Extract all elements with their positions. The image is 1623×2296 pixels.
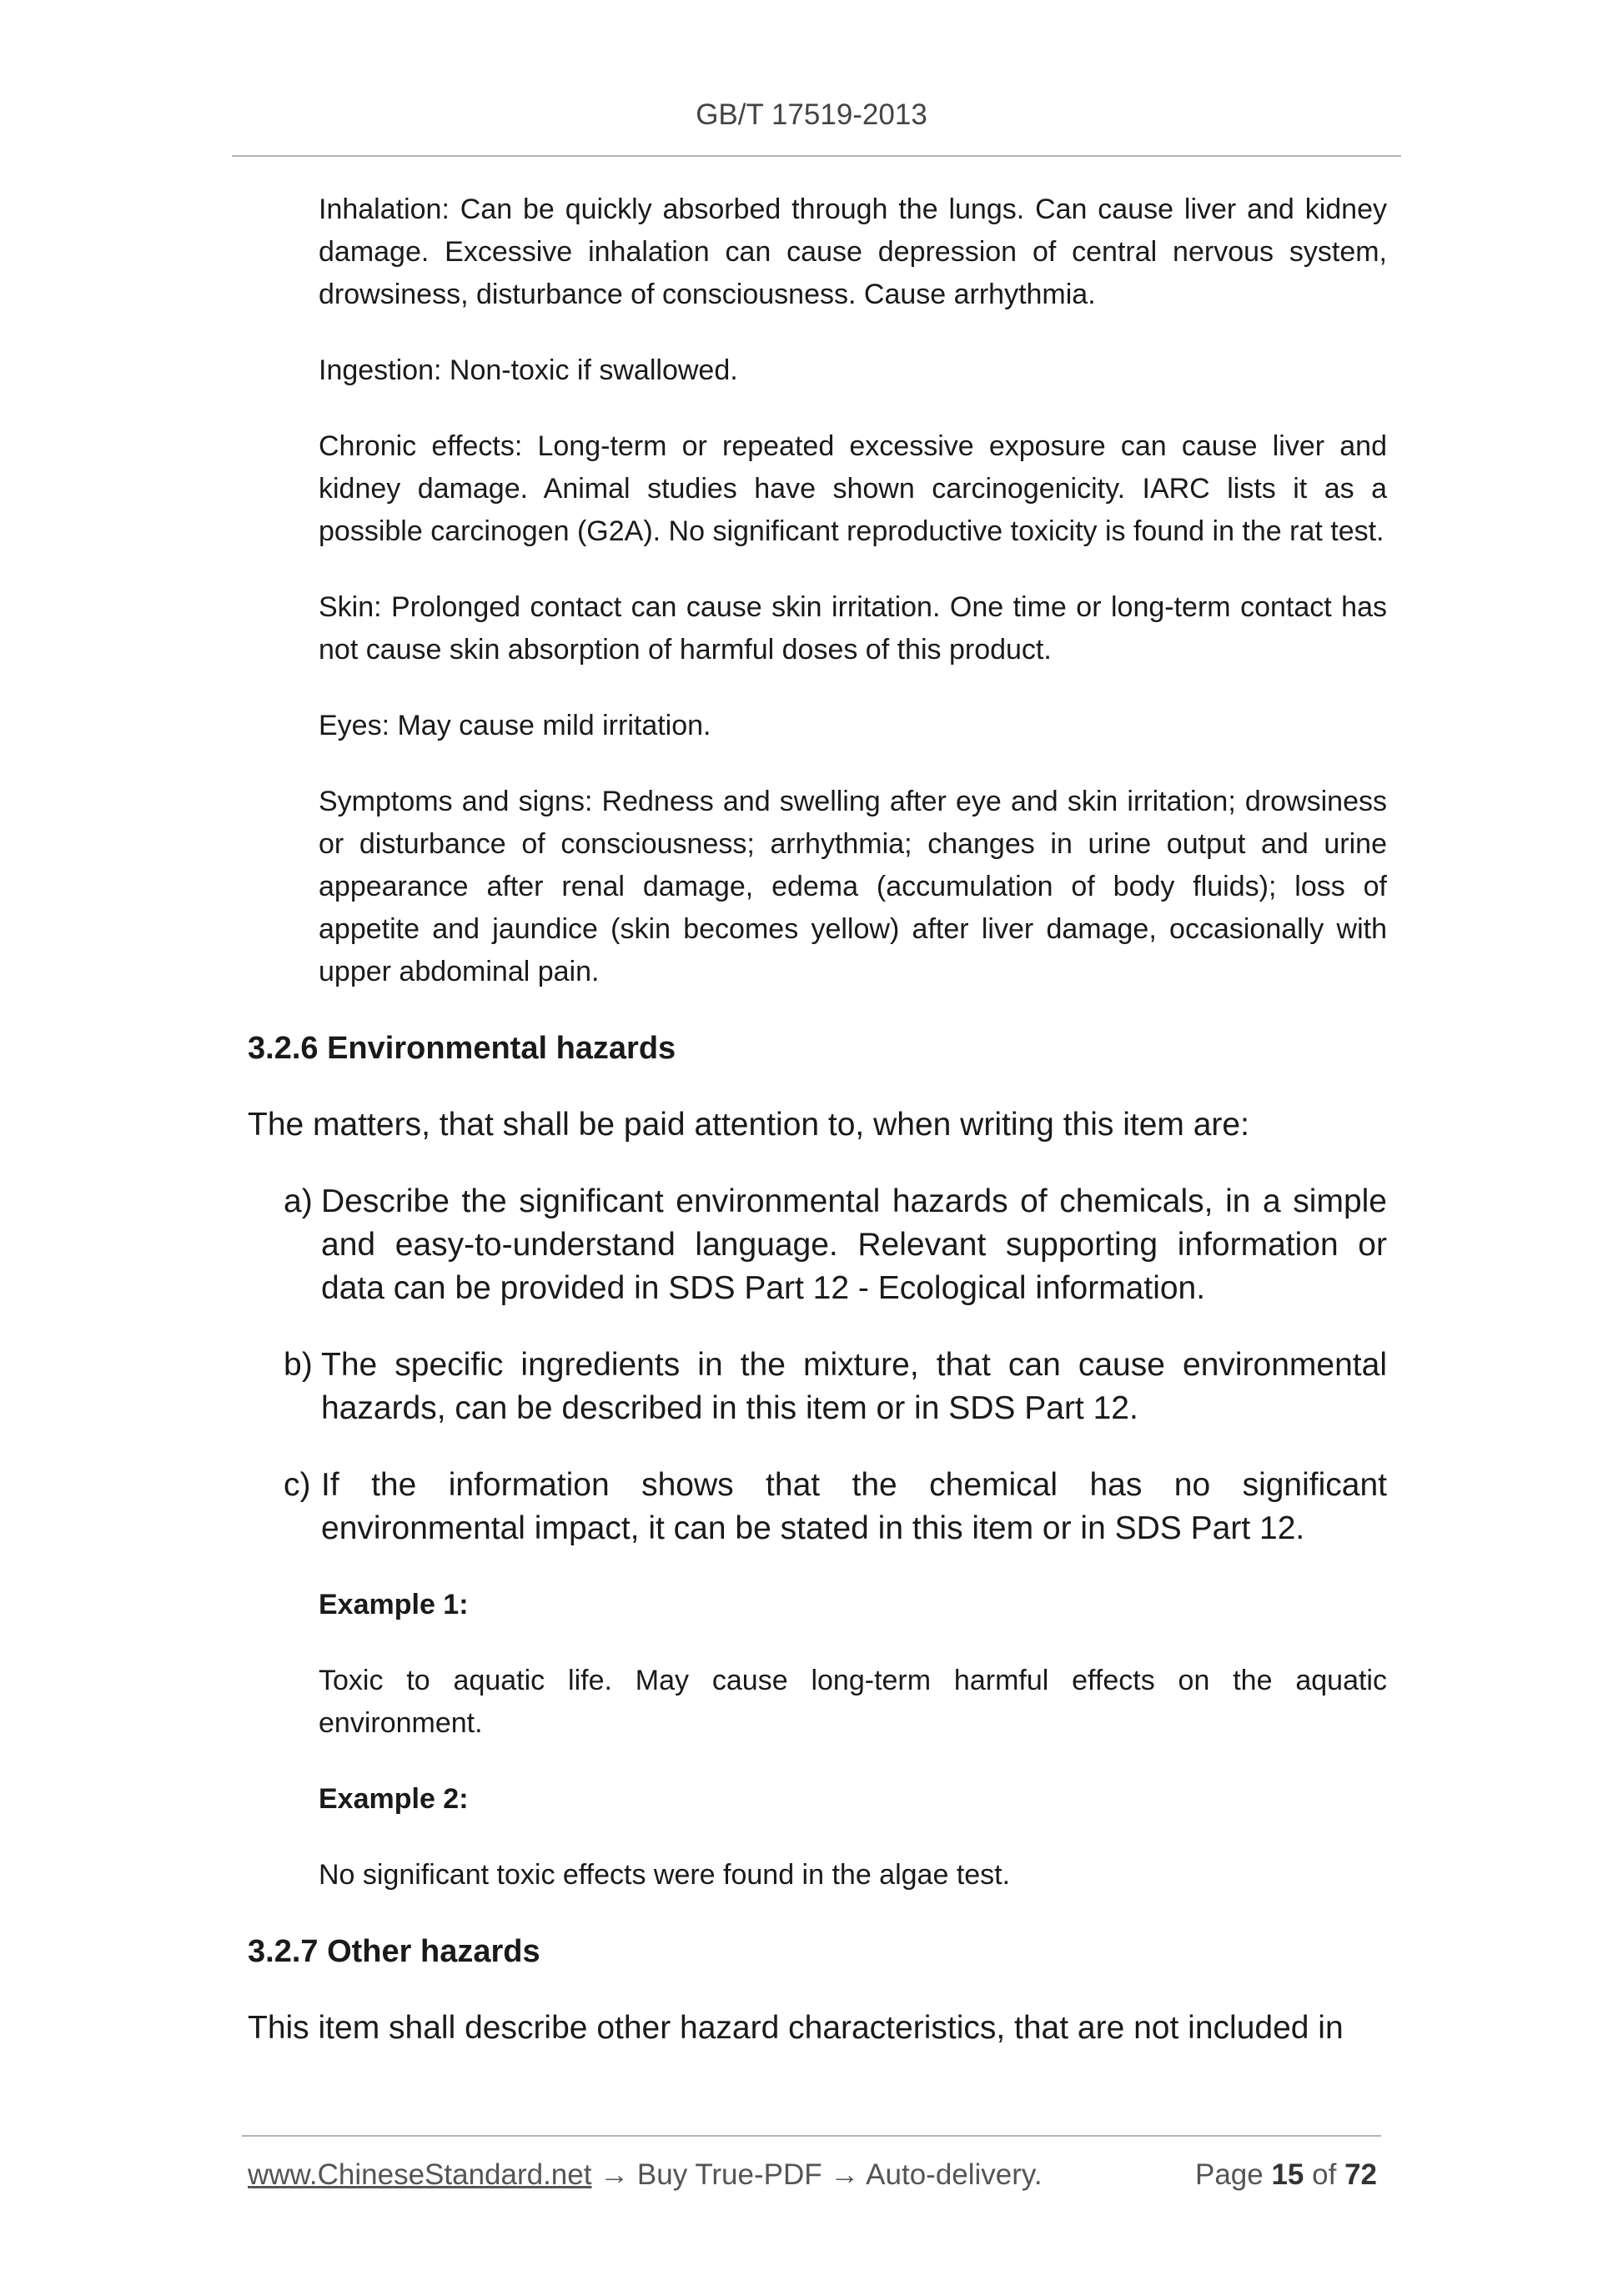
section-intro-other-hazards: This item shall describe other hazard characteristics, that are not included in [248,2010,1344,2046]
paragraph-eyes: Eyes: May cause mild irritation. [319,710,711,741]
paragraph-symptoms: Symptoms and signs: Redness and swelling after eye and skin irritation; drowsiness or disturbance of consciousness; arrhythmia; changes in urine output and urine appearance after renal damage, edema (accumulation of body fluids); loss of appetite and jaundice (skin becomes yellow) after liver damage, occasionally with upper abdominal pain. [319,786,1387,987]
example-1-label: Example 1: [319,1589,469,1620]
section-heading-other-hazards: 3.2.7 Other hazards [248,1934,540,1969]
page-total: 72 [1344,2158,1377,2191]
paragraph-ingestion: Ingestion: Non-toxic if swallowed. [319,354,738,386]
page-footer [248,2158,1377,2192]
example-2-label: Example 2: [319,1783,469,1815]
list-item-b [284,1344,1387,1430]
page-current: 15 [1271,2158,1304,2191]
list-item-text: The specific ingredients in the mixture, that can cause environmental hazards, can be described in this item or in SDS Part 12. [321,1347,1387,1426]
examples-block [319,1584,1387,1897]
example-2-text: No significant toxic effects were found in the algae test. [319,1859,1011,1891]
paragraph-inhalation: Inhalation: Can be quickly absorbed through the lungs. Can cause liver and kidney damage. Excessive inhalation can cause depression of central nervous system, drowsiness, disturbance of consciousness. Cause arrhythmia. [319,193,1387,310]
page-of: of [1312,2158,1337,2191]
list-item-text: Describe the significant environmental hazards of chemicals, in a simple and easy-to-understand language. Relevant supporting information or data can be provided in SDS Part 12 - Ecological information. [321,1183,1387,1306]
footer-left [248,2158,1043,2192]
paragraph-chronic-effects: Chronic effects: Long-term or repeated excessive exposure can cause liver and kidney damage. Animal studies have shown carcinogenicity. IARC lists it as a possible carcinogen (G2A). No significant reproductive toxicity is found in the rat test. [319,430,1387,547]
header-divider [232,155,1401,157]
list-marker: b) [284,1347,313,1383]
page-indicator [1195,2158,1377,2192]
section-intro-environmental: The matters, that shall be paid attention to, when writing this item are: [248,1107,1249,1143]
footer-tagline: → Buy True-PDF → Auto-delivery. [591,2158,1043,2191]
list-marker: c) [284,1467,311,1503]
page-word: Page [1194,2158,1264,2191]
website-link[interactable]: www.ChineseStandard.net [248,2158,592,2191]
footer-divider [242,2135,1381,2137]
document-body [248,188,1387,2083]
paragraph-skin: Skin: Prolonged contact can cause skin irritation. One time or long-term contact has not cause skin absorption of harmful doses of this product. [319,591,1387,666]
list-item-text: If the information shows that the chemical has no significant environmental impact, it can be stated in this item or in SDS Part 12. [321,1467,1387,1546]
page-header-title: GB/T 17519-2013 [696,98,927,131]
list-marker: a) [284,1183,313,1219]
list-item-a [284,1180,1387,1310]
example-1-text: Toxic to aquatic life. May cause long-term harmful effects on the aquatic environment. [319,1665,1387,1739]
section-heading-environmental-hazards: 3.2.6 Environmental hazards [248,1031,676,1066]
list-item-c [284,1464,1387,1550]
health-hazard-block [319,188,1387,993]
